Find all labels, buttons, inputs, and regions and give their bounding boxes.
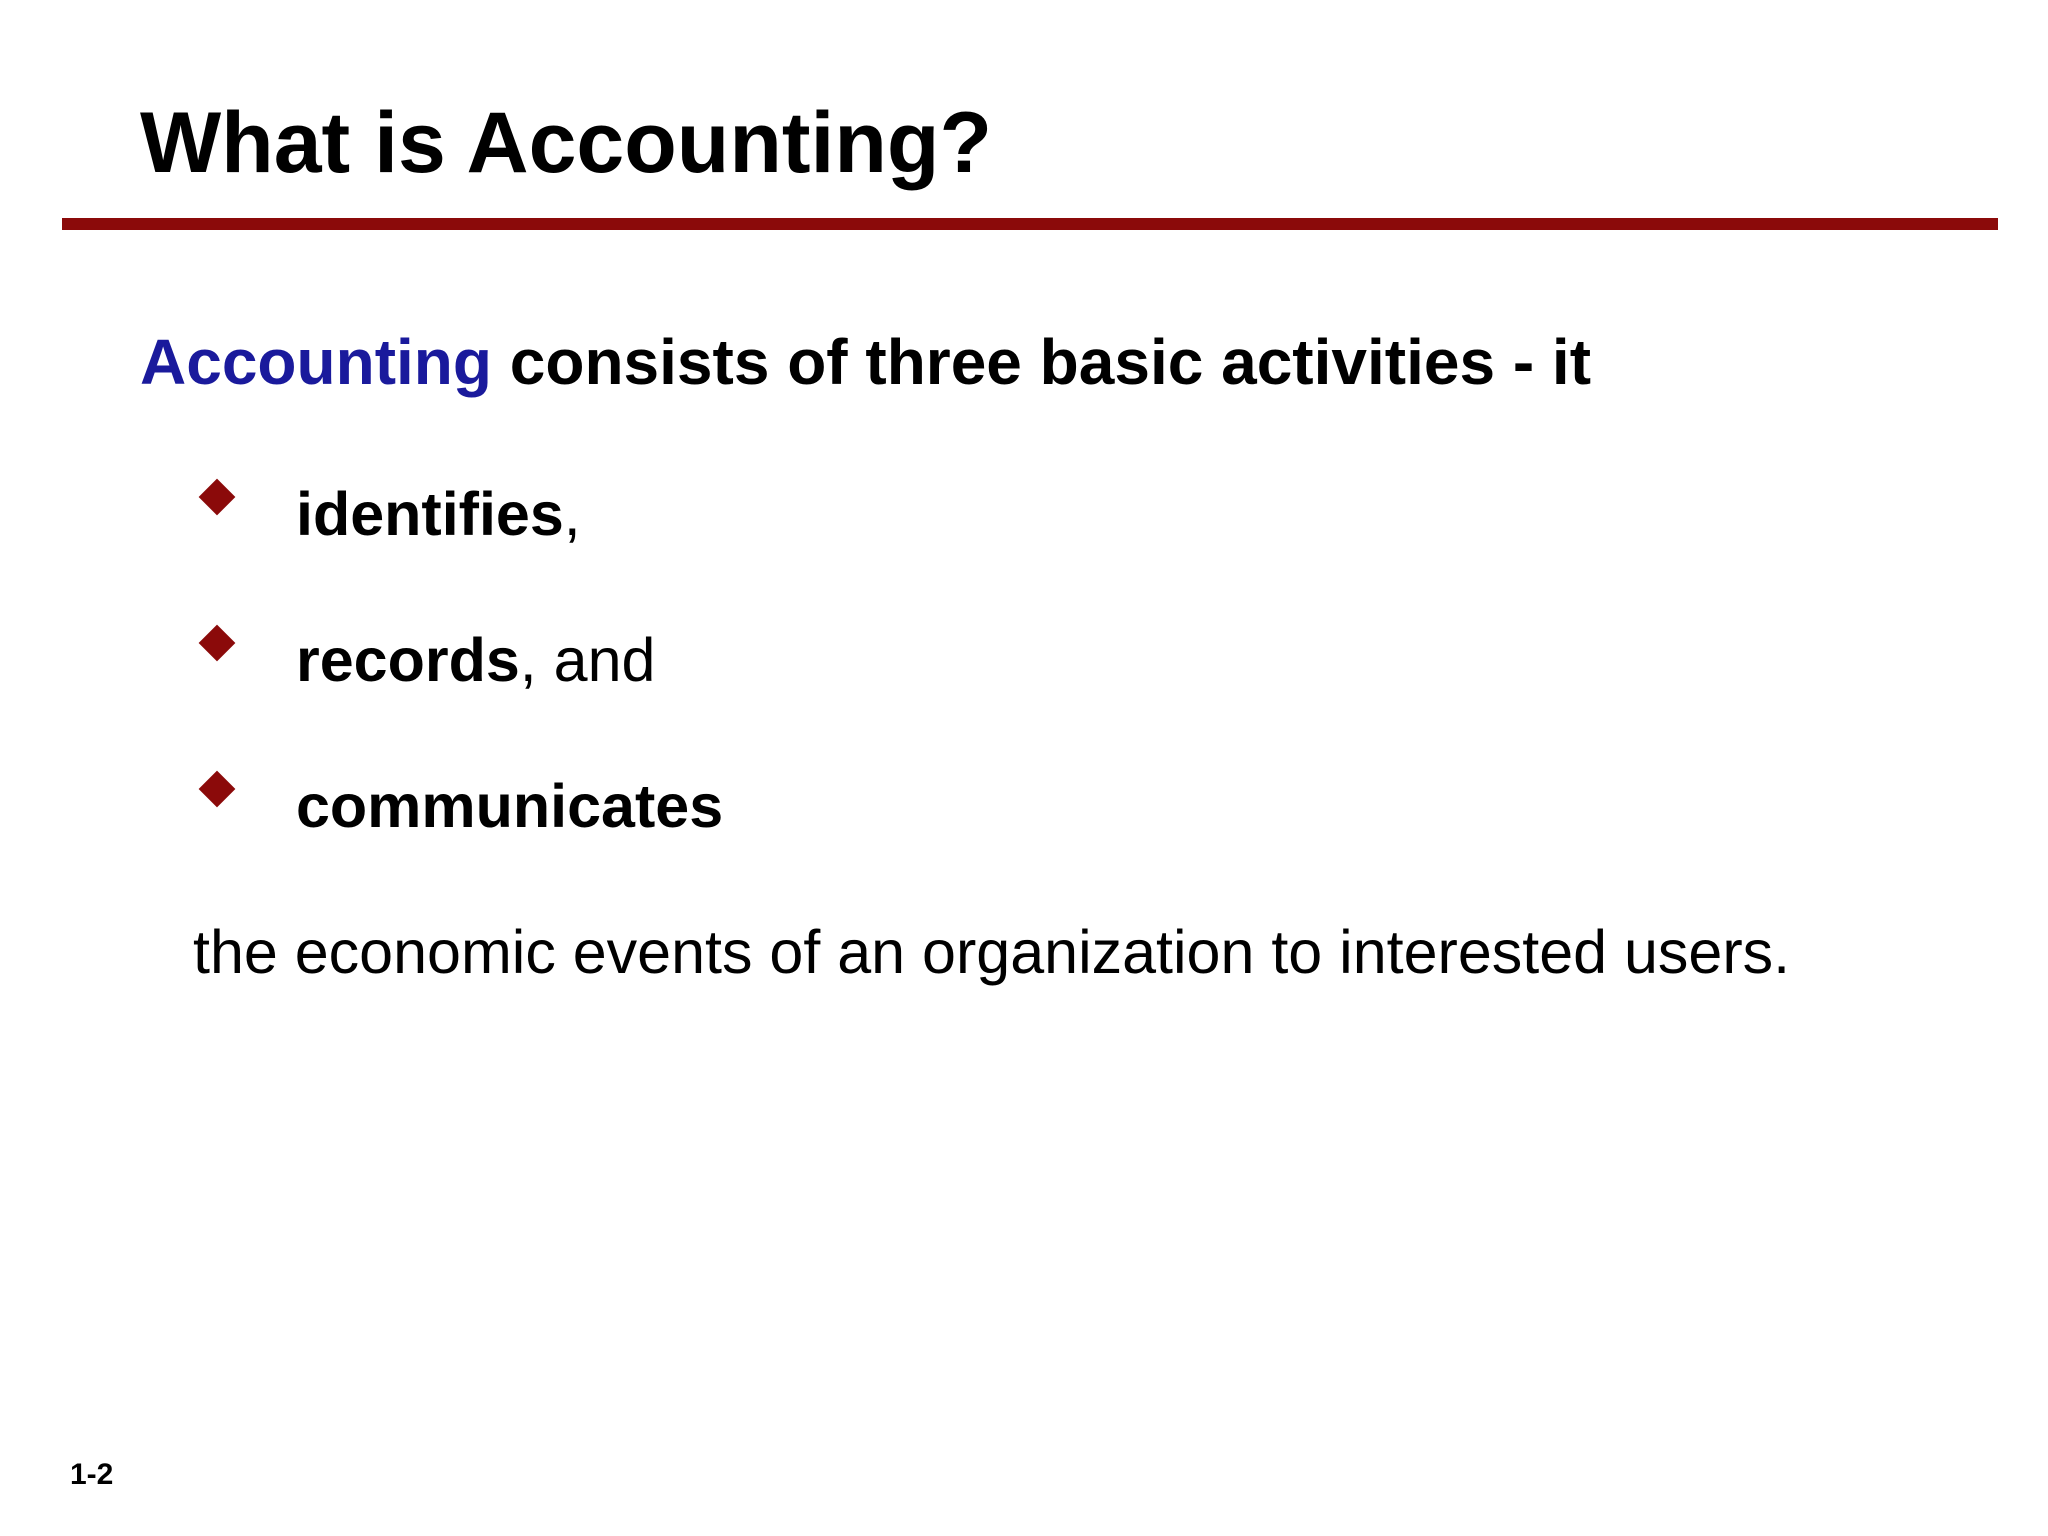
- intro-line: [140, 326, 1591, 398]
- list-item-records: [196, 626, 1796, 710]
- list-item-communicates: [196, 772, 1796, 856]
- list-item-keyword: identifies: [296, 480, 564, 548]
- list-item-text: [296, 480, 581, 548]
- list-item-trailing: , and: [519, 626, 656, 694]
- page-number: 1-2: [70, 1458, 114, 1491]
- diamond-bullet-icon: [199, 771, 236, 808]
- closing-text: the economic events of an organization to interested users.: [193, 918, 1791, 986]
- intro-rest: consists of three basic activities - it: [491, 326, 1591, 398]
- diamond-bullet-icon: [199, 625, 236, 662]
- slide-title: What is Accounting?: [140, 95, 992, 191]
- list-item-keyword: records: [296, 626, 520, 694]
- list-item-identifies: [196, 480, 1796, 564]
- intro-term: Accounting: [140, 326, 492, 398]
- list-item-keyword: communicates: [296, 772, 724, 840]
- list-item-trailing: ,: [563, 480, 581, 548]
- diamond-bullet-icon: [199, 479, 236, 516]
- title-divider: [62, 218, 1998, 230]
- list-item-text: [296, 772, 724, 840]
- list-item-text: [296, 626, 656, 694]
